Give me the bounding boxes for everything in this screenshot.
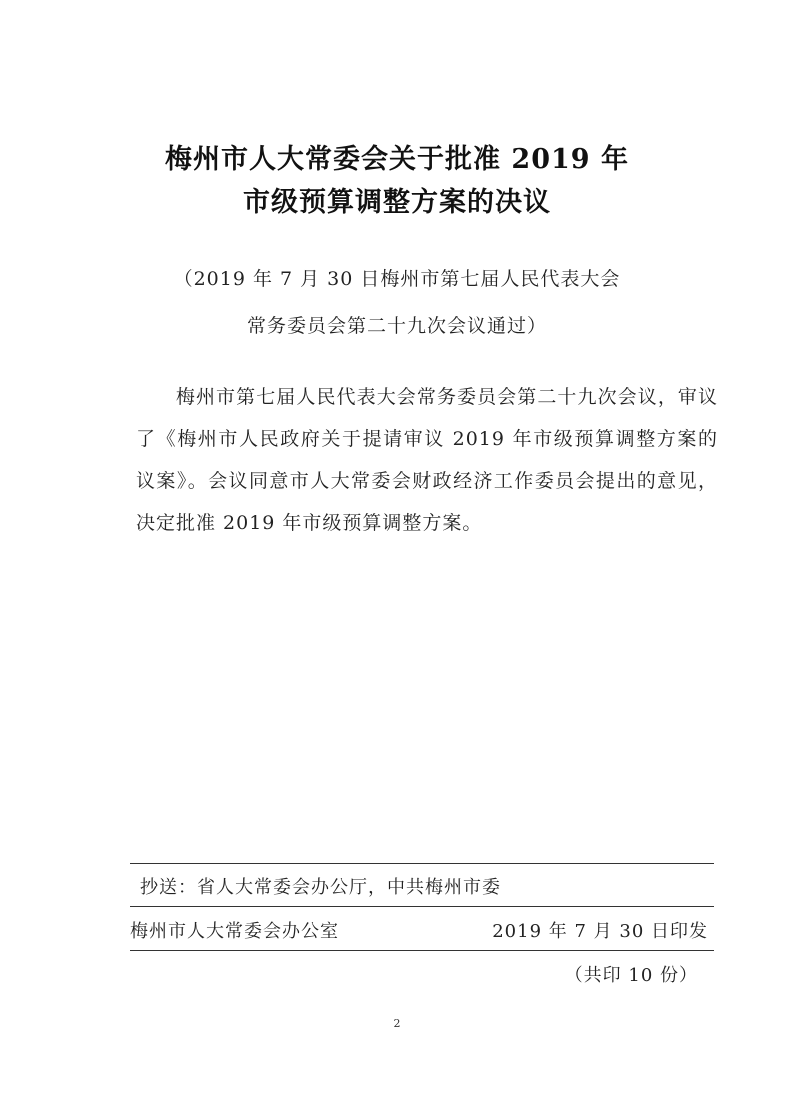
cc-line: 抄送：省人大常委会办公厅，中共梅州市委	[140, 877, 501, 898]
resolution-body	[136, 376, 718, 544]
adoption-note-line-2: 常务委员会第二十九次会议通过）	[246, 315, 547, 337]
copies-count: （共印 10 份）	[564, 965, 698, 986]
resolution-paragraph: 梅州市第七届人民代表大会常务委员会第二十九次会议，审议了《梅州市人民政府关于提请审议 2019 年市级预算调整方案的议案》。会议同意市人大常委会财政经济工作委员会提出的意见，决定批准 2019 年市级预算调整方案。	[136, 386, 718, 534]
footer-rule-top	[130, 863, 714, 864]
issue-date: 2019 年 7 月 30 日印发	[492, 921, 708, 942]
adoption-note-line-1: （2019 年 7 月 30 日梅州市第七届人民代表大会	[173, 268, 621, 290]
document-title-line-2: 市级预算调整方案的决议	[243, 187, 551, 218]
footer-rule-bottom	[130, 950, 714, 951]
footer-rule-middle	[130, 906, 714, 907]
issuing-office: 梅州市人大常委会办公室	[130, 921, 339, 942]
document-title-line-1: 梅州市人大常委会关于批准 2019 年	[165, 144, 629, 175]
page-number: 2	[393, 1017, 401, 1030]
